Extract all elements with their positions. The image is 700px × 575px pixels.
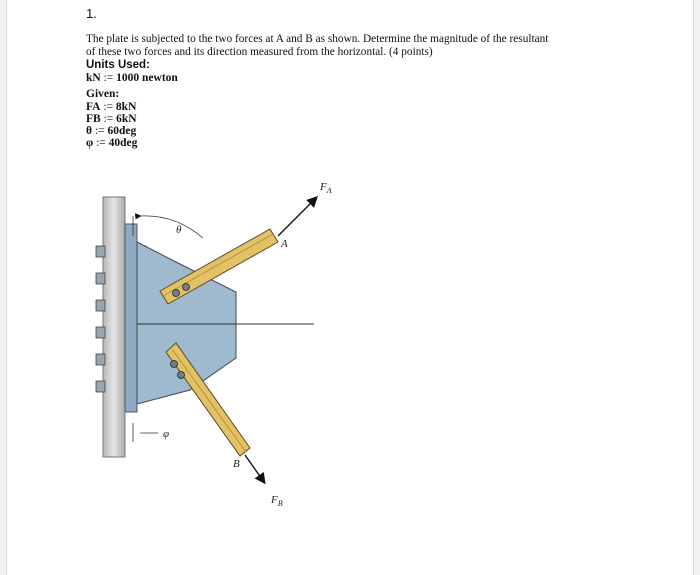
problem-statement: The plate is subjected to the two forces at A and B as shown. Determine the magnitude of the resultant of these two forces and its direction measured from the horizontal. (4 points) xyxy=(86,33,549,58)
label-phi: φ xyxy=(163,428,170,440)
support-column xyxy=(103,197,125,457)
given-assign-phi: := xyxy=(93,137,109,149)
force-arrow-fa xyxy=(278,198,316,236)
unit-assign: := xyxy=(100,72,117,84)
label-theta: θ xyxy=(176,224,182,236)
given-symbol-fb: FB xyxy=(86,113,101,125)
label-point-a: A xyxy=(281,238,288,250)
mounting-flange xyxy=(125,224,137,412)
given-value-phi: 40deg xyxy=(108,137,138,149)
given-assign-fb: := xyxy=(100,113,117,125)
given-assign-fa: := xyxy=(100,101,116,113)
label-fa: $F_A$ xyxy=(320,181,332,195)
given-symbol-phi: φ xyxy=(86,137,94,149)
units-heading: Units Used: xyxy=(86,59,150,71)
theta-arc xyxy=(140,216,203,238)
question-number: 1. xyxy=(86,6,97,21)
force-arrow-fb xyxy=(245,455,264,482)
label-fb: $F_B$ xyxy=(271,494,283,508)
given-value-fa: 8kN xyxy=(115,101,137,113)
unit-value: 1000 newton xyxy=(116,72,178,84)
given-heading: Given: xyxy=(86,88,120,100)
given-symbol-fa: FA xyxy=(86,101,101,113)
given-assign-theta: := xyxy=(92,125,108,137)
given-symbol-theta: θ xyxy=(86,125,93,137)
label-point-b: B xyxy=(233,458,240,470)
given-value-theta: 60deg xyxy=(107,125,137,137)
given-value-fb: 6kN xyxy=(116,113,137,125)
unit-symbol: kN xyxy=(86,72,101,84)
